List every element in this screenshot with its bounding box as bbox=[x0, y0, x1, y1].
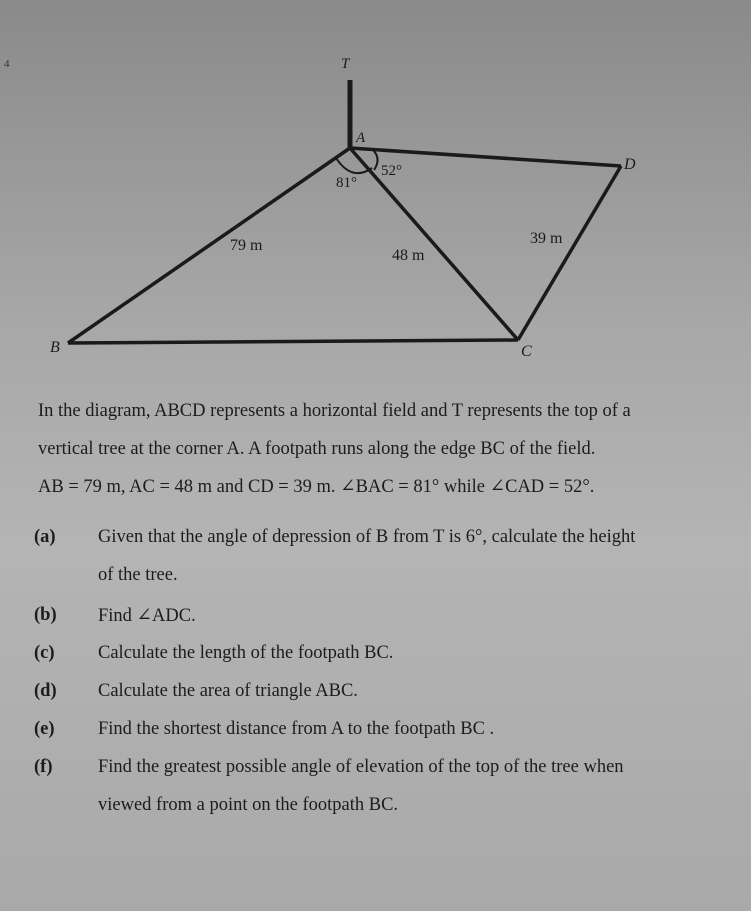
part-label: (c) bbox=[34, 643, 55, 663]
edge-cd bbox=[518, 166, 621, 340]
part-label: (b) bbox=[34, 605, 57, 625]
part-text: Given that the angle of depression of B from T is 6°, calculate the height bbox=[98, 527, 636, 547]
question-parts bbox=[34, 527, 744, 835]
part-e bbox=[34, 719, 744, 757]
angle-arc-cad bbox=[372, 149, 378, 170]
diagonal-ac bbox=[350, 148, 518, 340]
part-text: Find the shortest distance from A to the footpath BC . bbox=[98, 719, 495, 739]
part-b bbox=[34, 605, 744, 643]
measure-ac: 48 m bbox=[392, 247, 425, 264]
part-text: Find the greatest possible angle of elevation of the top of the tree when bbox=[98, 757, 624, 777]
edge-bc bbox=[68, 340, 518, 343]
label-d: D bbox=[624, 156, 636, 173]
part-f-continuation bbox=[34, 795, 744, 835]
part-text: viewed from a point on the footpath BC. bbox=[98, 795, 399, 815]
part-a-continuation bbox=[34, 565, 744, 605]
part-d bbox=[34, 681, 744, 719]
part-text: of the tree. bbox=[98, 565, 178, 585]
part-a bbox=[34, 527, 744, 565]
label-c: C bbox=[521, 343, 532, 360]
paragraph-line: In the diagram, ABCD represents a horizontal field and T represents the top of a bbox=[38, 401, 631, 421]
measure-cd: 39 m bbox=[530, 230, 563, 247]
part-label: (a) bbox=[34, 527, 56, 547]
label-t: T bbox=[341, 56, 350, 72]
measure-ab: 79 m bbox=[230, 237, 263, 254]
label-a: A bbox=[356, 130, 366, 146]
question-paragraph bbox=[38, 392, 738, 506]
question-number: 4 bbox=[4, 58, 10, 70]
part-label: (d) bbox=[34, 681, 57, 701]
angle-cad-label: 52° bbox=[381, 163, 402, 179]
part-label: (f) bbox=[34, 757, 53, 777]
edge-ab bbox=[68, 148, 350, 343]
angle-bac-label: 81° bbox=[336, 175, 357, 191]
part-text: Calculate the length of the footpath BC. bbox=[98, 643, 394, 663]
part-f bbox=[34, 757, 744, 795]
paragraph-line: vertical tree at the corner A. A footpath runs along the edge BC of the field. bbox=[38, 439, 596, 459]
part-text: Find ∠ADC. bbox=[98, 606, 196, 626]
part-text: Calculate the area of triangle ABC. bbox=[98, 681, 358, 701]
part-label: (e) bbox=[34, 719, 55, 739]
label-b: B bbox=[50, 339, 60, 356]
paragraph-line: AB = 79 m, AC = 48 m and CD = 39 m. ∠BAC = 81° while ∠CAD = 52°. bbox=[38, 477, 595, 497]
field-diagram bbox=[0, 0, 751, 380]
part-c bbox=[34, 643, 744, 681]
